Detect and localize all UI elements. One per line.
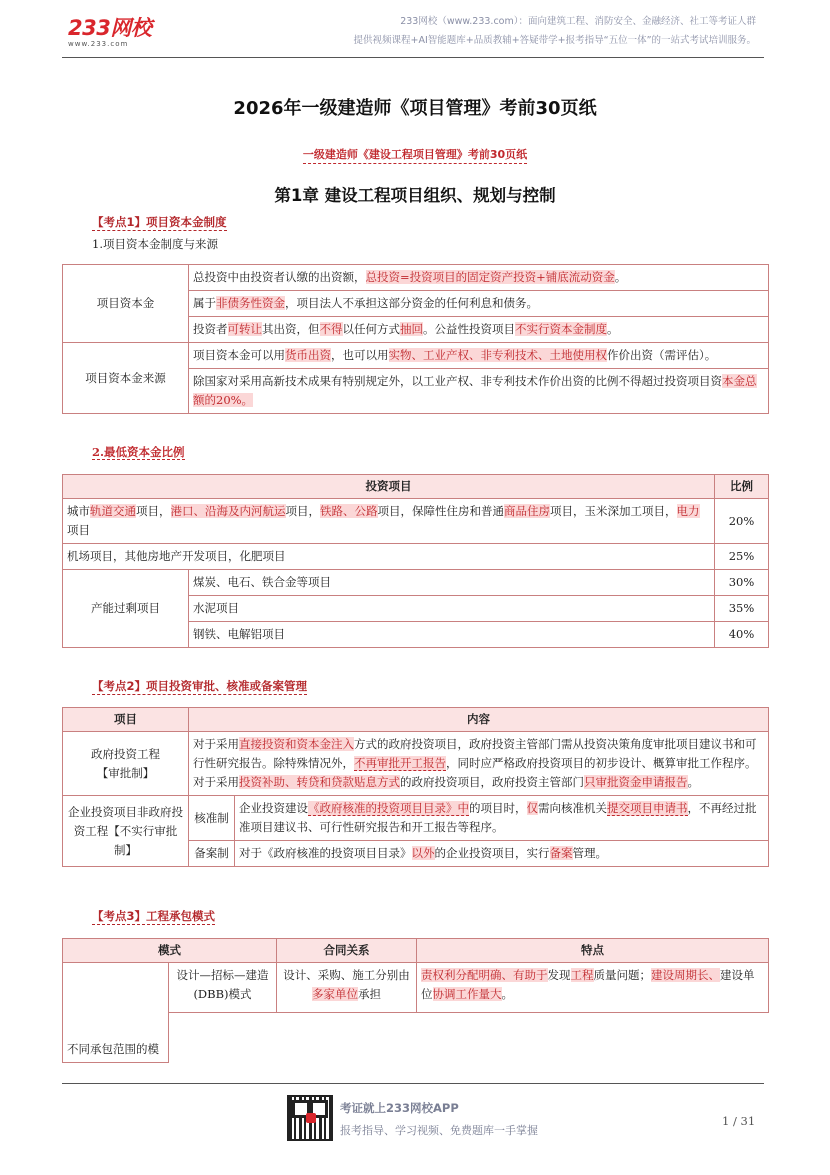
filing-system-content: 对于《政府核准的投资项目目录》以外的企业投资项目，实行备案管理。: [235, 841, 769, 867]
kp3-label: 【考点3】工程承包模式: [92, 909, 216, 923]
qr-logo-icon: [306, 1113, 316, 1123]
col-header-ratio: 比例: [715, 475, 769, 499]
gov-head: 政府投资工程 【审批制】: [63, 732, 189, 796]
approval-system-content: 企业投资建设《政府核准的投资项目目录》中的项目时，仅需向核准机关提交项目申请书，不再经过批准项目建议书、可行性研究报告和开工报告等程序。: [235, 796, 769, 841]
capital-transfer: 投资者可转让其出资，但不得以任何方式抽回。公益性投资项目不实行资本金制度。: [189, 317, 769, 343]
table-row: [63, 963, 769, 1013]
table-row: [63, 544, 769, 570]
ratio-25: 25%: [715, 544, 769, 570]
kp1-label: 【考点1】项目资本金制度: [92, 215, 227, 229]
header-line-1: 233网校（www.233.com）：面向建筑工程、消防安全、金融经济、社工等考证人群: [400, 16, 756, 27]
col-header-relation: 合同关系: [277, 939, 417, 963]
approval-table: [62, 707, 769, 867]
capital-table: [62, 264, 769, 414]
min-capital-table: [62, 474, 769, 648]
page-header: [0, 0, 830, 60]
col-header-content: 内容: [189, 708, 769, 732]
table-row: [63, 265, 769, 291]
logo-url: www.233.com: [68, 40, 129, 48]
col-header-project: 投资项目: [63, 475, 715, 499]
footer-divider: [62, 1083, 764, 1084]
chapter-heading: 第1章 建设工程项目组织、规划与控制: [274, 186, 556, 205]
empty-cell: [169, 1013, 769, 1063]
capital-nature: 属于非债务性资金，项目法人不承担这部分资金的任何利息和债务。: [189, 291, 769, 317]
ratio-25-items: 机场项目，其他房地产开发项目，化肥项目: [63, 544, 715, 570]
header-tagline: [354, 12, 757, 50]
table-row: [63, 732, 769, 796]
kp1-sub2-text: 2.最低资本金比例: [92, 445, 185, 459]
dbb-relation: 设计、采购、施工分别由多家单位承担: [277, 963, 417, 1013]
filing-system-label: 备案制: [189, 841, 235, 867]
ratio-40: 40%: [715, 622, 769, 648]
approval-system-label: 核准制: [189, 796, 235, 841]
gov-content: 对于采用直接投资和资本金注入方式的政府投资项目，政府投资主管部门需从投资决策角度审批项目建议书和可行性研究报告。除特殊情况外，不再审批开工报告，同时应严格政府投资项目的初步设计、概算审批工作程序。 对于采用投资补助、转贷和贷款贴息方式的政府投资项目，政府投资主管部门只审批资金申请报告。: [189, 732, 769, 796]
kp2-label: 【考点2】项目投资审批、核准或备案管理: [92, 679, 307, 693]
col-header-mode: 模式: [63, 939, 277, 963]
overcapacity-head: 产能过剩项目: [63, 570, 189, 648]
dbb-feature: 责权利分配明确、有助于发现工程质量问题；建设周期长、建设单位协调工作量大。: [417, 963, 769, 1013]
table-header-row: [63, 708, 769, 732]
brand-logo[interactable]: [68, 12, 151, 48]
footer-app-subtitle: 报考指导、学习视频、免费题库一手掌握: [340, 1124, 538, 1137]
ratio-35-items: 水泥项目: [189, 596, 715, 622]
table-row: [63, 343, 769, 369]
document-title: 2026年一级建造师《项目管理》考前30页纸: [233, 98, 597, 119]
ratio-40-items: 钢铁、电解铝项目: [189, 622, 715, 648]
ratio-30: 30%: [715, 570, 769, 596]
kp1-sub2: [92, 444, 185, 460]
kp3-heading: [92, 908, 215, 924]
table-header-row: [63, 939, 769, 963]
ratio-35: 35%: [715, 596, 769, 622]
capital-def: 总投资中由投资者认缴的出资额，总投资=投资项目的固定资产投资+铺底流动资金。: [189, 265, 769, 291]
table-header-row: [63, 475, 769, 499]
header-divider: [62, 57, 764, 58]
ratio-20: 20%: [715, 499, 769, 544]
kp1-heading: [92, 214, 227, 230]
contract-mode-table: [62, 938, 769, 1063]
scope-head: 不同承包范围的模: [63, 963, 169, 1063]
table-row: [63, 796, 769, 841]
col-header-item: 项目: [63, 708, 189, 732]
ent-head: 企业投资项目非政府投资工程【不实行审批制】: [63, 796, 189, 867]
kp1-sub1: 1.项目资本金制度与来源: [92, 237, 218, 251]
table-row: [63, 1013, 769, 1063]
footer-app-title: 考证就上233网校APP: [340, 1101, 459, 1115]
ratio-20-items: 城市轨道交通项目，港口、沿海及内河航运项目，铁路、公路项目，保障性住房和普通商品住房项目，玉米深加工项目，电力项目: [63, 499, 715, 544]
document-subtitle: [0, 146, 830, 162]
logo-text: 233网校: [68, 16, 152, 40]
table-row: [63, 570, 769, 596]
header-line-2: 提供视频课程+AI智能题库+品质教辅+答疑带学+报考指导“五位一体”的一站式考试培训服务。: [353, 35, 756, 46]
source-limit: 除国家对采用高新技术成果有特别规定外，以工业产权、非专利技术作价出资的比例不得超过投资项目资本金总额的20%。: [189, 369, 769, 414]
page-number: 1 / 31: [722, 1114, 756, 1128]
col-header-feature: 特点: [417, 939, 769, 963]
row-head-source: 项目资本金来源: [63, 343, 189, 414]
table-row: [63, 499, 769, 544]
row-head-capital: 项目资本金: [63, 265, 189, 343]
dbb-mode: 设计—招标—建造(DBB)模式: [169, 963, 277, 1013]
source-forms: 项目资本金可以用货币出资，也可以用实物、工业产权、非专利技术、土地使用权作价出资（需评估）。: [189, 343, 769, 369]
kp2-heading: [92, 678, 307, 694]
subtitle-text: 一级建造师《建设工程项目管理》考前30页纸: [303, 148, 527, 164]
ratio-30-items: 煤炭、电石、铁合金等项目: [189, 570, 715, 596]
